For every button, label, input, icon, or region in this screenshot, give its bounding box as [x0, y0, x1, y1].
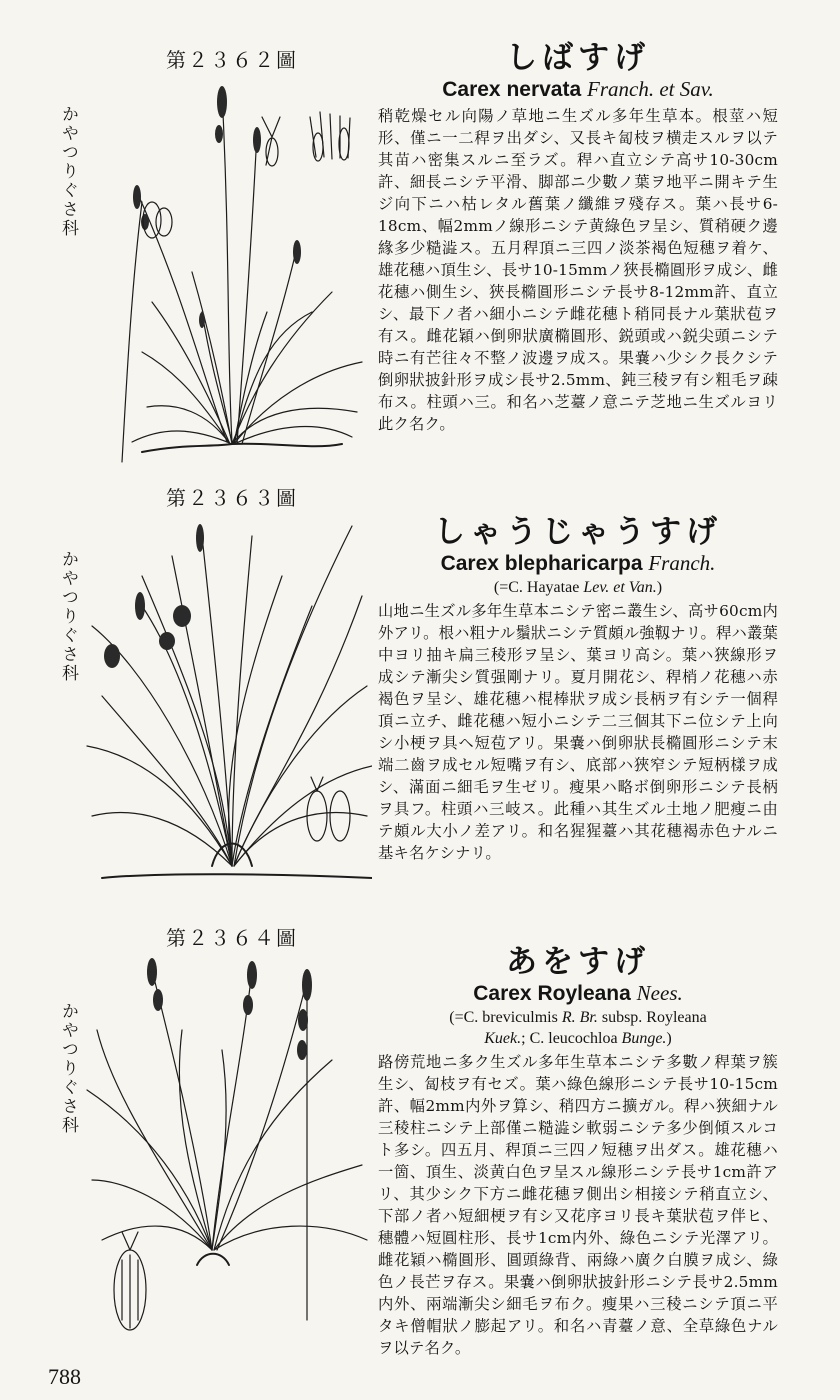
scientific-name: [378, 76, 778, 103]
synonym-author-3: Bunge.: [621, 1030, 667, 1047]
synonym-close: ): [656, 579, 663, 596]
scientific-name: [378, 980, 778, 1007]
synonym-rank: subsp. Royleana: [601, 1009, 707, 1026]
figure-number: 第２３６４圖: [166, 926, 298, 950]
entry-2363: [0, 480, 840, 910]
family-label: かやつりぐさ科: [58, 105, 78, 238]
synonym-author-2: Kuek.: [484, 1030, 522, 1047]
page-number: 788: [48, 1364, 81, 1389]
detail-perigynia: [307, 777, 350, 841]
family-label: かやつりぐさ科: [58, 550, 78, 683]
japanese-name: しゃうじゃうすげ: [434, 514, 722, 550]
synonym-close: ): [666, 1030, 672, 1047]
synonym-author: Lev. et Van.: [583, 579, 657, 596]
culms: [152, 970, 307, 1320]
synonym: [378, 577, 778, 598]
description: 路傍荒地ニ多ク生ズル多年生草本ニシテ多數ノ稈葉ヲ簇生シ、匐枝ヲ有セズ。葉ハ綠色線形ニシテ長サ10-15cm許、幅2mm内外ヲ算シ、稍四方ニ擴ガル。稈ハ狹細ナル三稜柱ニシテ上部僅ニ糙澁シ軟弱ニシテ多少倒傾スルコト多シ。四五月、稈頂ニ三四ノ短穗ヲ出ダス。雄花穗ハ一箇、頂生、淡黄白色ヲ呈スル線形ニシテ長サ1cm許アリ、其少シク下方ニ雌花穗ヲ側出シ相接シテ稍直立シ、下部ノ者ハ短細梗ヲ有シ又花序ヨリ長キ葉狀苞ヲ伴ヒ、穗體ハ短圓柱形、長サ1cm内外、綠色ニシテ光澤アリ。雌花穎ハ橢圓形、圓頭綠背、兩綠ハ廣ク白膜ヲ成シ、綠色ノ長芒ヲ存ス。果嚢ハ倒卵狀披針形ニシテ長サ2.5mm内外、兩端漸尖シ細毛ヲ布ク。瘦果ハ三稜ニシテ頂ニ平タキ僧帽狀ノ膨起アリ。和名ハ青薹ノ意、全草綠色ナルヲ以テ名ク。: [378, 1053, 778, 1357]
plant-illustration-aosuge: [82, 950, 372, 1350]
scientific-binomial: Carex blepharicarpa: [440, 552, 643, 575]
detail-perigynium: [114, 1232, 146, 1330]
japanese-name: あをすげ: [506, 944, 650, 980]
plant-illustration-shoujousuge: [82, 516, 372, 896]
synonym: [378, 1007, 778, 1049]
synonym-name: (=C. Hayatae: [493, 579, 580, 596]
figure-number: 第２３６２圖: [166, 48, 298, 72]
synonym-author: R. Br.: [561, 1009, 598, 1026]
japanese-name: しばすげ: [506, 40, 650, 76]
scientific-name: [378, 550, 778, 577]
spikes: [147, 958, 312, 1060]
scientific-binomial: Carex Royleana: [473, 982, 631, 1005]
figure-number: 第２３６３圖: [166, 486, 298, 510]
synonym-name-2: ; C. leucochloa: [521, 1030, 618, 1047]
family-label: かやつりぐさ科: [58, 1002, 78, 1135]
base: [197, 1254, 229, 1265]
scientific-author: Nees.: [636, 981, 683, 1005]
scientific-author: Franch.: [648, 551, 716, 575]
scientific-author: Franch. et Sav.: [587, 77, 714, 101]
spikes: [104, 524, 204, 668]
description: 稍乾燥セル向陽ノ草地ニ生ズル多年生草本。根莖ハ短形、僅ニ一二稈ヲ出ダシ、又長キ匐枝ヲ横走スルヲ以テ其苗ハ密集スルニ至ラズ。稈ハ直立シテ高サ10-30cm許、細長ニシテ平滑、脚部ニ少數ノ葉ヲ地平ニ開キテ生ジ向下ニハ枯レタル舊葉ノ纖維ヲ殘存ス。葉ハ長サ6-18cm、幅2mmノ線形ニシテ黄綠色ヲ呈シ、質稍硬ク邊緣多少糙澁ス。五月稈頂ニ三四ノ淡茶褐色短穗ヲ着ケ、雄花穗ハ頂生シ、長サ10-15mmノ狹長橢圓形ヲ成シ、雌花穗ハ側生シ、狹長橢圓形ニシテ長サ8-12mm許、直立シ、最下ノ者ハ細小ニシテ雌花穗ト稍同長ナル葉狀苞ヲ有ス。雌花穎ハ倒卵狀廣橢圓形、鋭頭或ハ鋭尖頭ニシテ時ニ有芒往々不整ノ波邊ヲ成ス。果嚢ハ少シク長クシテ倒卵狀披針形ヲ成シ長サ2.5mm、鈍三稜ヲ有シ粗毛ヲ疎布ス。柱頭ハ三。和名ハ芝薹ノ意ニテ芝地ニ生ズルヨリ此ク名ク。: [378, 107, 778, 433]
detail-perigynia: [143, 112, 350, 238]
scientific-binomial: Carex nervata: [442, 78, 582, 101]
entry-2364: [0, 910, 840, 1400]
description: 山地ニ生ズル多年生草本ニシテ密ニ叢生シ、高サ60cm内外アリ。根ハ粗ナル鬚狀ニシテ質頗ル強靱ナリ。稈ハ叢葉中ヨリ抽キ扁三稜形ヲ呈シ、葉ヨリ高シ。葉ハ狹線形ヲ成シテ漸尖シ質强剛ナリ。夏月開花シ、稈梢ノ花穗ハ赤褐色ヲ呈シ、雄花穗ハ棍棒狀ヲ成シ長柄ヲ有シテ一個稈頂ニ立チ、雌花穗ハ短小ニシテ二三個其下ニ位シテ上向シ小梗ヲ具ヘ短苞アリ。果嚢ハ倒卵狀長橢圓形ニシテ末端二齒ヲ成セル短嘴ヲ有シ、底部ハ狹窄シテ短柄樣ヲ成シ、滿面ニ細毛ヲ生ゼリ。瘦果ハ略ボ倒卵形ニシテ長柄ヲ具フ。柱頭ハ三岐ス。此種ハ其生ズル土地ノ肥瘦ニ由テ頗ル大小ノ差アリ。和名猩猩薹ハ其花穗褐赤色ナルニ基キ名ケシナリ。: [378, 602, 779, 862]
plant-illustration-shibasuge: [82, 72, 372, 467]
leaves: [87, 526, 372, 866]
entry-2362: [0, 0, 840, 480]
synonym-name: (=C. breviculmis: [449, 1009, 558, 1026]
entry-text: [378, 40, 778, 435]
entry-text: [378, 944, 778, 1359]
rhizome: [142, 444, 342, 452]
entry-text: [378, 514, 778, 864]
